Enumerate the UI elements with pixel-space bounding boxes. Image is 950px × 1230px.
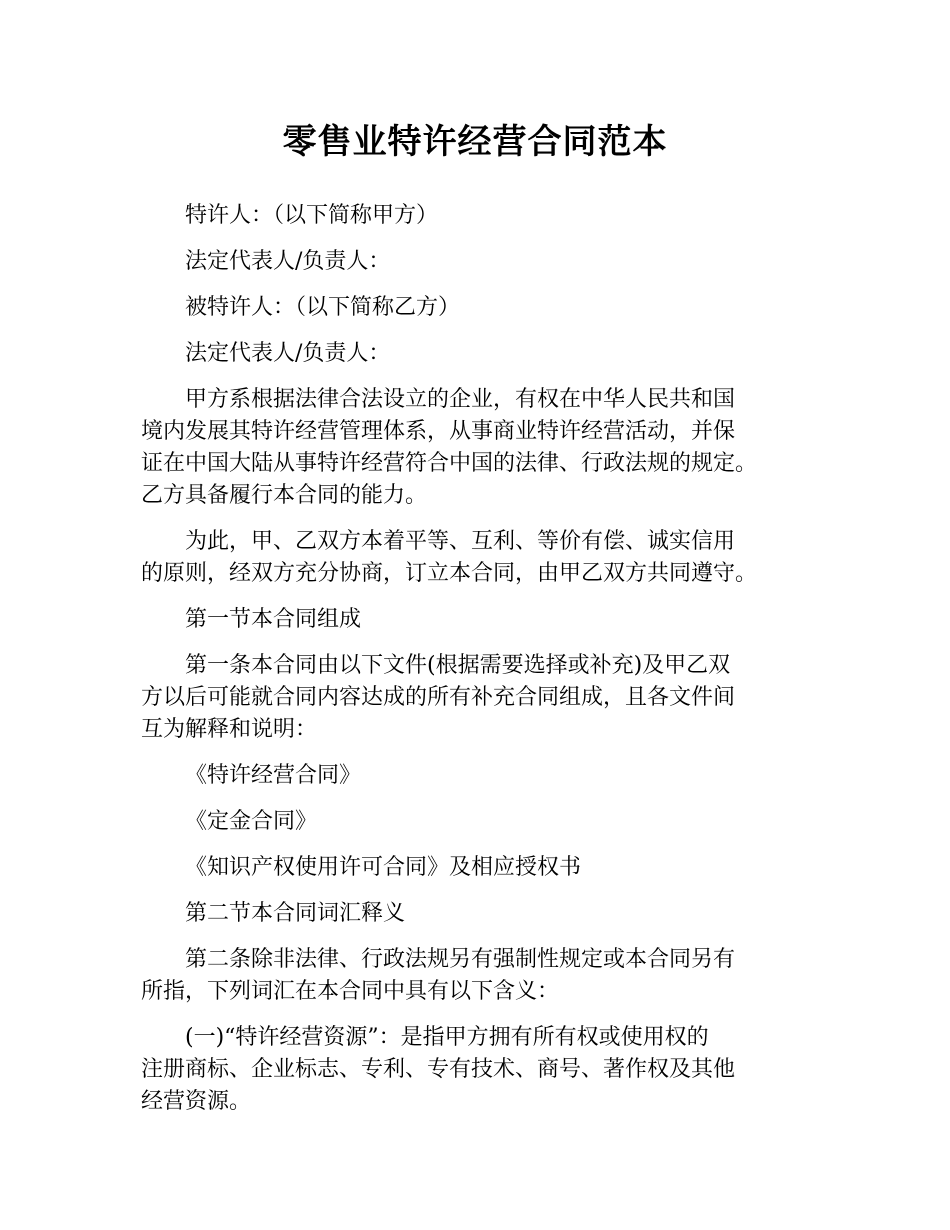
text-line: 《定金合同》	[185, 809, 318, 834]
list-item-deposit-contract	[141, 806, 831, 838]
paragraph-franchisee	[141, 292, 831, 324]
text-line: 为此，甲、乙双方本着平等、互利、等价有偿、诚实信用	[185, 529, 736, 554]
text-line: (一)“特许经营资源”：是指甲方拥有所有权或使用权的	[185, 1025, 709, 1050]
document-body	[141, 200, 831, 1132]
text-line: 证在中国大陆从事特许经营符合中国的法律、行政法规的规定。	[141, 451, 758, 476]
article-1	[141, 650, 831, 746]
text-line: 《特许经营合同》	[185, 763, 362, 788]
text-line: 被特许人：（以下简称乙方）	[185, 295, 461, 320]
section-heading-1	[141, 604, 831, 636]
text-line: 法定代表人/负责人：	[185, 341, 391, 366]
text-line: 《知识产权使用许可合同》及相应授权书	[185, 855, 582, 880]
list-item-ip-license	[141, 852, 831, 884]
text-line: 注册商标、企业标志、专利、专有技术、商号、著作权及其他	[141, 1057, 736, 1082]
text-line: 经营资源。	[141, 1089, 252, 1114]
section-heading-2	[141, 898, 831, 930]
paragraph-principles	[141, 526, 831, 590]
paragraph-legal-rep-a	[141, 246, 831, 278]
text-line: 第二节本合同词汇释义	[185, 901, 406, 926]
text-line: 方以后可能就合同内容达成的所有补充合同组成，且各文件间	[141, 685, 736, 710]
list-item-franchise-contract	[141, 760, 831, 792]
text-line: 乙方具备履行本合同的能力。	[141, 483, 428, 508]
definition-item-1	[141, 1022, 831, 1118]
paragraph-legal-rep-b	[141, 338, 831, 370]
text-line: 法定代表人/负责人：	[185, 249, 391, 274]
text-line: 所指，下列词汇在本合同中具有以下含义：	[141, 979, 560, 1004]
text-line: 特许人：（以下简称甲方）	[185, 203, 439, 228]
text-line: 第一条本合同由以下文件(根据需要选择或补充)及甲乙双	[185, 653, 731, 678]
text-line: 第二条除非法律、行政法规另有强制性规定或本合同另有	[185, 947, 736, 972]
paragraph-franchisor	[141, 200, 831, 232]
text-line: 第一节本合同组成	[185, 607, 362, 632]
document-title: 零售业特许经营合同范本	[282, 122, 668, 162]
article-2	[141, 944, 831, 1008]
text-line: 境内发展其特许经营管理体系，从事商业特许经营活动，并保	[141, 419, 736, 444]
text-line: 的原则，经双方充分协商，订立本合同，由甲乙双方共同遵守。	[141, 561, 758, 586]
text-line: 互为解释和说明：	[141, 717, 318, 742]
text-line: 甲方系根据法律合法设立的企业，有权在中华人民共和国	[185, 387, 736, 412]
paragraph-party-a-statement	[141, 384, 831, 512]
